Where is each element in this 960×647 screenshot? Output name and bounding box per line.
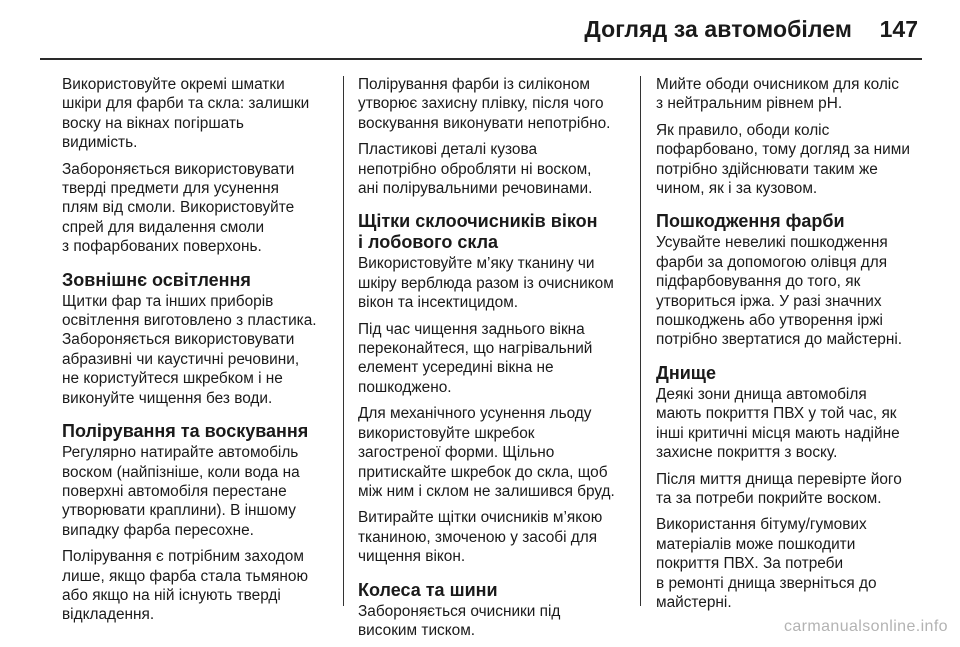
paragraph: Забороняється використовувати тверді предмети для усунення плям від смоли. Використовуйте спрей для видалення смоли з пофарбованих поверхонь. bbox=[62, 160, 295, 256]
paragraph: Усувайте невеликі пошкодження фарби за допомогою олівця для підфарбовування до того, як утвориться іржа. У разі значних пошкоджень або утворення іржі потрібно звертатися до майстерні. bbox=[656, 234, 903, 349]
paragraph: Щитки фар та інших приборів освітлення виготовлено з пластика. Забороняється використовувати абразивні чи каустичні речовини, не користуйтеся шкребком і не виконуйте чищення без води. bbox=[62, 292, 317, 407]
paragraph: Для механічного усунення льоду використовуйте шкребок загостреної форми. Щільно притискайте шкребок до скла, щоб між ним і склом не залишився бруд. bbox=[358, 405, 615, 500]
paragraph: Витирайте щітки очисників м’якою тканиною, змоченою у засобі для чищення вікон. bbox=[358, 509, 603, 566]
paragraph: Використання бітуму/гумових матеріалів може пошкодити покриття ПВХ. За потреби в ремонті днища зверніться до майстерні. bbox=[656, 516, 877, 611]
page-title: Догляд за автомобілем bbox=[584, 16, 852, 42]
paragraph: Використовуйте м’яку тканину чи шкіру верблюда разом із очисником вікон та інсектицидом. bbox=[358, 255, 614, 312]
paragraph: Використовуйте окремі шматки шкіри для фарби та скла: залишки воску на вікнах погіршать видимість. bbox=[62, 76, 310, 152]
column-divider bbox=[343, 76, 344, 606]
paragraph: Регулярно натирайте автомобіль воском (найпізніше, коли вода на поверхні автомобіля перестане утворювати краплини). В іншому випадку фарба пересохне. bbox=[62, 444, 300, 539]
paragraph: Після миття днища перевірте його та за потреби покрийте воском. bbox=[656, 470, 902, 507]
text-column-3 bbox=[656, 75, 944, 619]
column-divider bbox=[640, 76, 641, 606]
paragraph: Деякі зони днища автомобіля мають покриття ПВХ у той час, як інші критичні місця мають надійне захисне покриття з воску. bbox=[656, 385, 900, 462]
paragraph: Забороняється очисники під високим тиском. bbox=[358, 602, 561, 639]
paragraph: Полірування фарби із силіконом утворює захисну плівку, після чого воскування виконувати непотрібно. bbox=[358, 76, 611, 132]
text-column-2 bbox=[358, 75, 646, 647]
header-divider bbox=[40, 58, 922, 60]
paragraph: Полірування є потрібним заходом лише, якщо фарба стала тьмяною або якщо на ній існують тверді відкладення. bbox=[62, 548, 309, 624]
section-heading-exterior-lighting: Зовнішнє освітлення bbox=[62, 269, 251, 290]
section-heading-wiper-blades: Щітки склоочисників вікон і лобового скла bbox=[358, 211, 598, 253]
section-heading-wheels-tyres: Колеса та шини bbox=[358, 579, 498, 600]
paragraph: Як правило, ободи коліс пофарбовано, тому догляд за ними потрібно здійснювати таким же чином, як і за кузовом. bbox=[656, 121, 910, 198]
section-heading-paint-damage: Пошкодження фарби bbox=[656, 211, 845, 232]
page-number: 147 bbox=[879, 16, 918, 42]
section-heading-underbody: Днище bbox=[656, 362, 716, 383]
paragraph: Мийте ободи очисником для коліс з нейтральним рівнем pH. bbox=[656, 76, 899, 113]
paragraph: Під час чищення заднього вікна переконайтеся, що нагрівальний елемент усередині вікна не пошкоджено. bbox=[358, 320, 593, 396]
text-column-1 bbox=[62, 75, 350, 632]
paragraph: Пластикові деталі кузова непотрібно обробляти ні воском, ані полірувальними речовинами. bbox=[358, 141, 593, 198]
watermark: carmanualsonline.info bbox=[783, 618, 948, 635]
section-heading-polishing-waxing: Полірування та воскування bbox=[62, 421, 309, 442]
page-header bbox=[0, 0, 960, 62]
